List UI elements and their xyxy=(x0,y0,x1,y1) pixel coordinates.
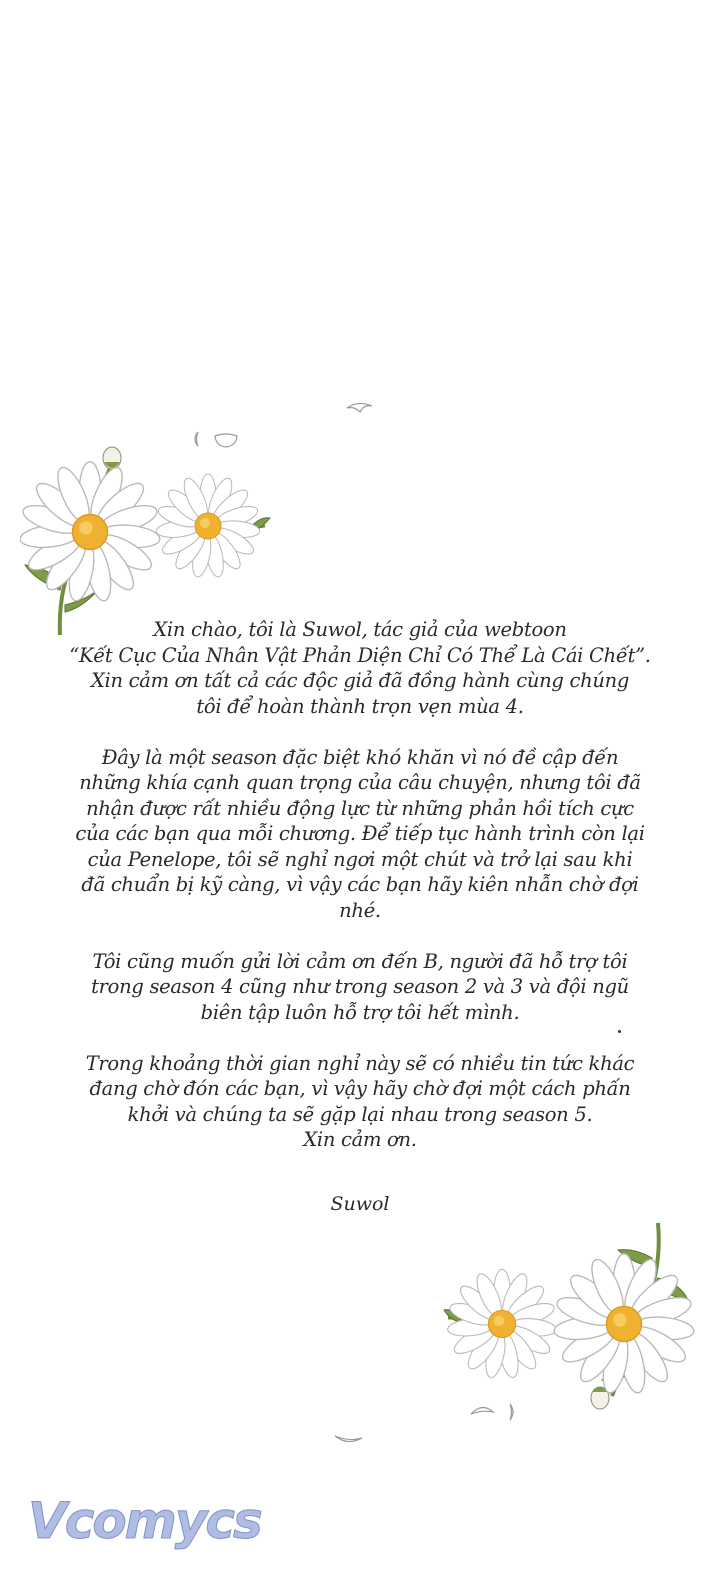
letter-line: Xin cảm ơn tất cả các độc giả đã đồng hành cùng chúng xyxy=(90,669,630,692)
watermark-logo: Vcomycs xyxy=(28,1492,261,1550)
letter-paragraph-2 xyxy=(40,745,680,924)
letter-line: Xin chào, tôi là Suwol, tác giả của webtoon xyxy=(153,618,567,641)
falling-petal-icon xyxy=(344,398,378,418)
letter-line: trong season 4 cũng như trong season 2 và 3 và đội ngũ xyxy=(91,975,629,998)
letter-line: Tôi cũng muốn gửi lời cảm ơn đến B, người đã hỗ trợ tôi xyxy=(92,949,628,973)
letter-body xyxy=(40,617,680,1153)
letter-line: “Kết Cục Của Nhân Vật Phản Diện Chỉ Có Thể Là Cái Chết”. xyxy=(69,643,651,667)
paragraph-gap xyxy=(40,1025,680,1051)
letter-line: của các bạn qua mỗi chương. Để tiếp tục hành trình còn lại xyxy=(75,822,645,845)
letter-line: tôi để hoàn thành trọn vẹn mùa 4. xyxy=(196,694,524,718)
stray-dot xyxy=(618,1030,621,1033)
letter-line: đang chờ đón các bạn, vì vậy hãy chờ đợi một cách phấn xyxy=(89,1077,631,1100)
paragraph-gap xyxy=(40,719,680,745)
letter-paragraph-4 xyxy=(40,1051,680,1153)
letter-line: Đây là một season đặc biệt khó khăn vì nó đề cập đến xyxy=(101,745,619,769)
letter-line: Trong khoảng thời gian nghỉ này sẽ có nhiều tin tức khác xyxy=(85,1051,635,1075)
letter-line: những khía cạnh quan trọng của câu chuyện, nhưng tôi đã xyxy=(79,771,641,794)
letter-line: nhận được rất nhiều động lực từ những phản hồi tích cực xyxy=(86,796,634,820)
letter-paragraph-3 xyxy=(40,949,680,1026)
letter-line: nhé. xyxy=(339,898,381,922)
letter-line: của Penelope, tôi sẽ nghỉ ngơi một chút và trở lại sau khi xyxy=(87,847,633,871)
daisy-flowers-top-left-icon xyxy=(20,440,280,645)
daisy-flowers-bottom-right-icon xyxy=(440,1218,700,1418)
letter-paragraph-1 xyxy=(40,617,680,719)
author-signature: Suwol xyxy=(330,1193,390,1215)
letter-line: khởi và chúng ta sẽ gặp lại nhau trong season 5. xyxy=(127,1102,593,1126)
letter-line: đã chuẩn bị kỹ càng, vì vậy các bạn hãy kiên nhẫn chờ đợi xyxy=(81,873,639,896)
falling-petal-icon xyxy=(468,1400,496,1420)
paragraph-gap xyxy=(40,923,680,949)
letter-line: Xin cảm ơn. xyxy=(303,1128,417,1151)
falling-petal-icon xyxy=(332,1428,366,1450)
letter-line: biên tập luôn hỗ trợ tôi hết mình. xyxy=(200,1000,520,1024)
falling-petal-icon xyxy=(502,1402,520,1422)
